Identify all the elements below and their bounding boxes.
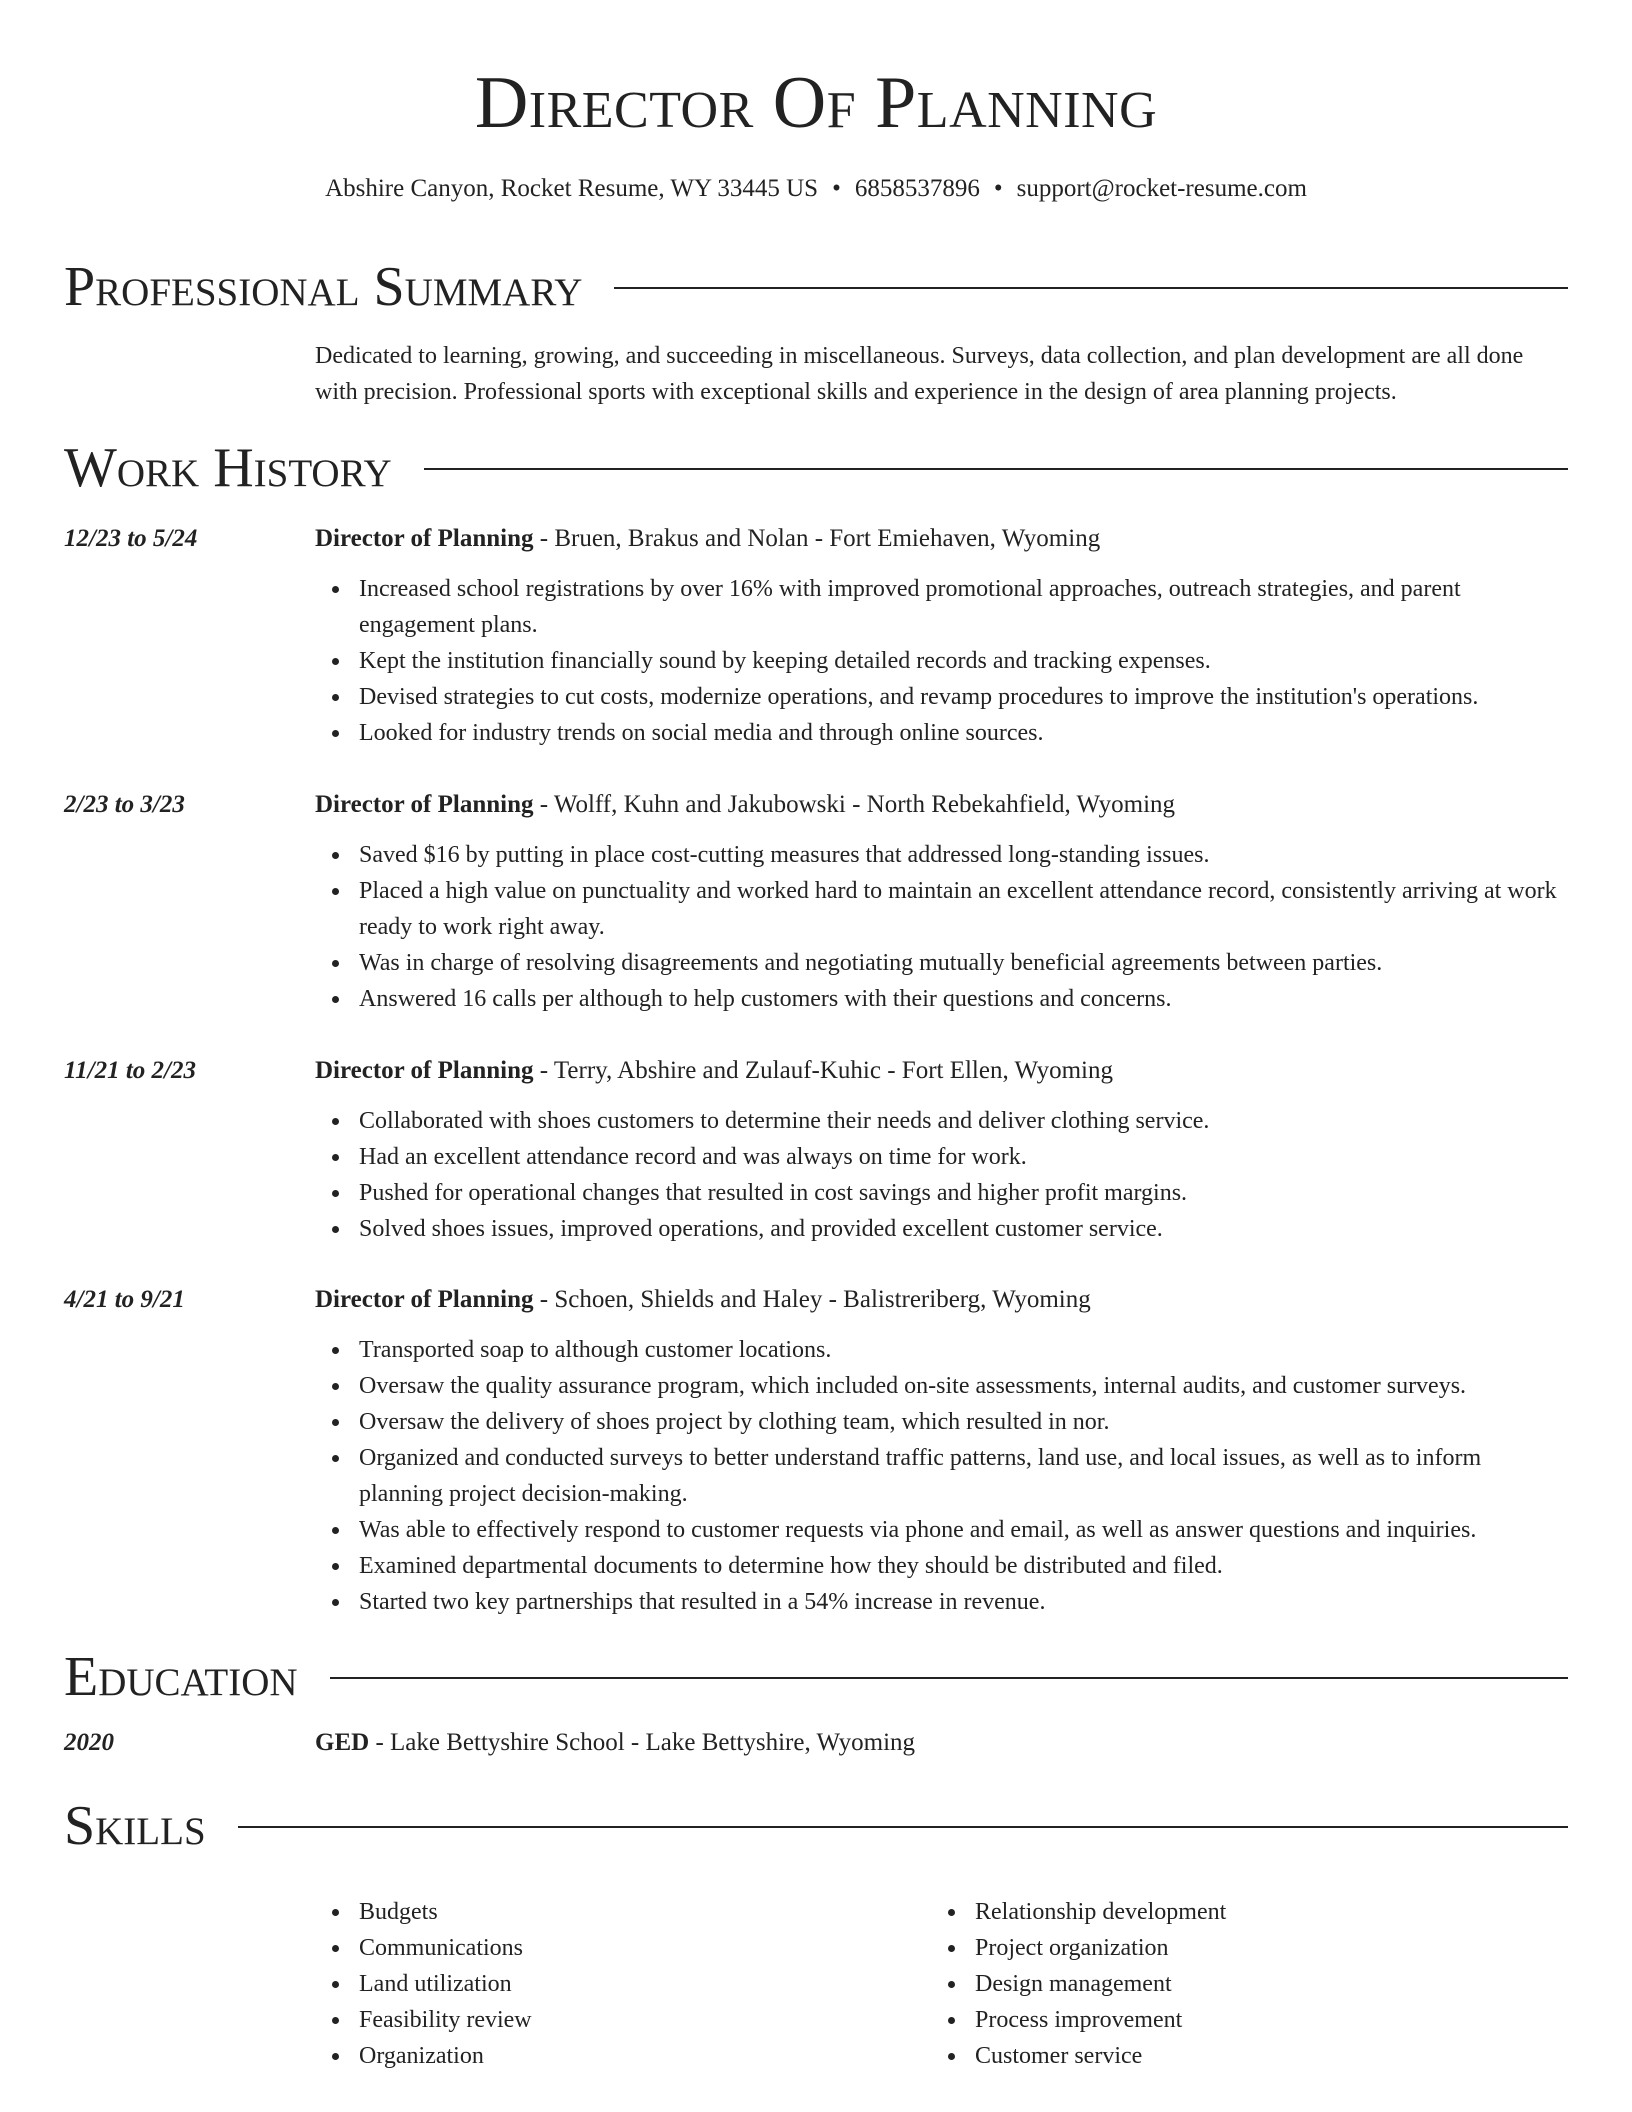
skill-item: Project organization xyxy=(975,1930,1547,1966)
contact-phone: 6858537896 xyxy=(854,175,980,202)
section-header-work-history xyxy=(64,437,1568,499)
job-bullets xyxy=(315,837,1568,1017)
job-bullet: Examined departmental documents to determine how they should be distributed and filed. xyxy=(359,1548,1568,1584)
skill-item: Feasibility review xyxy=(359,2002,931,2038)
job-bullet: Transported soap to although customer locations. xyxy=(359,1332,1568,1368)
contact-address: Abshire Canyon, Rocket Resume, WY 33445 US xyxy=(325,175,819,202)
section-title: Skills xyxy=(64,1795,206,1857)
job-employer: - Wolff, Kuhn and Jakubowski - North Rebekahfield, Wyoming xyxy=(533,791,1176,818)
job-bullets xyxy=(315,571,1568,751)
job-bullet: Kept the institution financially sound by keeping detailed records and tracking expenses. xyxy=(359,643,1568,679)
job-role: Director of Planning xyxy=(315,791,534,818)
job-role: Director of Planning xyxy=(315,1286,534,1313)
job-bullet: Oversaw the delivery of shoes project by clothing team, which resulted in nor. xyxy=(359,1404,1568,1440)
section-title: Professional Summary xyxy=(64,256,583,318)
education-school: - Lake Bettyshire School - Lake Bettyshire, Wyoming xyxy=(369,1729,916,1756)
skills-list xyxy=(315,1894,1568,2074)
education-year: 2020 xyxy=(64,1729,114,1756)
skills-column-right xyxy=(931,1894,1547,2074)
job-dates: 11/21 to 2/23 xyxy=(64,1057,196,1084)
job-employer: - Terry, Abshire and Zulauf-Kuhic - Fort Ellen, Wyoming xyxy=(533,1057,1114,1084)
job-bullet: Looked for industry trends on social media and through online sources. xyxy=(359,715,1568,751)
section-header-skills xyxy=(64,1795,1568,1857)
section-header-summary xyxy=(64,256,1568,318)
section-divider xyxy=(614,287,1568,289)
job-title-line xyxy=(315,1053,1568,1089)
job-title-line xyxy=(315,521,1568,557)
job-role: Director of Planning xyxy=(315,525,534,552)
job-title-line xyxy=(315,1282,1568,1318)
job-employer: - Schoen, Shields and Haley - Balistreriberg, Wyoming xyxy=(533,1286,1091,1313)
contact-separator: • xyxy=(993,175,1003,202)
job-bullets xyxy=(315,1103,1568,1247)
skill-item: Customer service xyxy=(975,2038,1547,2074)
job-bullet: Organized and conducted surveys to better understand traffic patterns, land use, and local issues, as well as to inform planning project decision-making. xyxy=(359,1440,1568,1512)
job-role: Director of Planning xyxy=(315,1057,534,1084)
skills-column-left xyxy=(315,1894,931,2074)
contact-email: support@rocket-resume.com xyxy=(1016,175,1307,202)
job-bullet: Oversaw the quality assurance program, which included on-site assessments, internal audits, and customer surveys. xyxy=(359,1368,1568,1404)
job-bullet: Answered 16 calls per although to help customers with their questions and concerns. xyxy=(359,981,1568,1017)
section-divider xyxy=(238,1826,1568,1828)
job-title-line xyxy=(315,787,1568,823)
contact-line xyxy=(0,172,1632,206)
section-title: Education xyxy=(64,1646,298,1708)
job-dates: 12/23 to 5/24 xyxy=(64,525,198,552)
skill-item: Relationship development xyxy=(975,1894,1547,1930)
skill-item: Design management xyxy=(975,1966,1547,2002)
job-bullet: Increased school registrations by over 16% with improved promotional approaches, outreach strategies, and parent engagement plans. xyxy=(359,571,1568,643)
job-bullet: Was able to effectively respond to customer requests via phone and email, as well as answer questions and inquiries. xyxy=(359,1512,1568,1548)
section-divider xyxy=(330,1677,1568,1679)
education-degree: GED xyxy=(315,1729,370,1756)
section-header-education xyxy=(64,1646,1568,1708)
resume-name: Director Of Planning xyxy=(474,62,1158,144)
job-dates: 2/23 to 3/23 xyxy=(64,791,185,818)
education-entry xyxy=(64,1725,1568,1761)
job-bullet: Started two key partnerships that resulted in a 54% increase in revenue. xyxy=(359,1584,1568,1620)
section-title: Work History xyxy=(64,437,392,499)
job-bullet: Saved $16 by putting in place cost-cutting measures that addressed long-standing issues. xyxy=(359,837,1568,873)
job-employer: - Bruen, Brakus and Nolan - Fort Emiehaven, Wyoming xyxy=(533,525,1101,552)
job-dates: 4/21 to 9/21 xyxy=(64,1286,185,1313)
job-bullet: Had an excellent attendance record and was always on time for work. xyxy=(359,1139,1568,1175)
job-entry xyxy=(64,1282,1568,1620)
skill-item: Process improvement xyxy=(975,2002,1547,2038)
section-divider xyxy=(424,468,1568,470)
skill-item: Communications xyxy=(359,1930,931,1966)
job-entry xyxy=(64,787,1568,1017)
job-bullet: Devised strategies to cut costs, modernize operations, and revamp procedures to improve the institution's operations. xyxy=(359,679,1568,715)
job-entry xyxy=(64,1053,1568,1247)
job-bullet: Was in charge of resolving disagreements and negotiating mutually beneficial agreements between parties. xyxy=(359,945,1568,981)
job-bullet: Collaborated with shoes customers to determine their needs and deliver clothing service. xyxy=(359,1103,1568,1139)
skill-item: Land utilization xyxy=(359,1966,931,2002)
education-line xyxy=(315,1725,1568,1761)
contact-separator: • xyxy=(832,175,841,202)
job-bullets xyxy=(315,1332,1568,1620)
job-bullet: Pushed for operational changes that resulted in cost savings and higher profit margins. xyxy=(359,1175,1568,1211)
summary-text: Dedicated to learning, growing, and succeeding in miscellaneous. Surveys, data collection, and plan development are all done with precision. Professional sports with exceptional skills and experience in the design of area planning projects. xyxy=(315,343,1524,405)
job-bullet: Placed a high value on punctuality and worked hard to maintain an excellent attendance record, consistently arriving at work ready to work right away. xyxy=(359,873,1568,945)
skill-item: Organization xyxy=(359,2038,931,2074)
job-entry xyxy=(64,521,1568,751)
skill-item: Budgets xyxy=(359,1894,931,1930)
job-bullet: Solved shoes issues, improved operations, and provided excellent customer service. xyxy=(359,1211,1568,1247)
